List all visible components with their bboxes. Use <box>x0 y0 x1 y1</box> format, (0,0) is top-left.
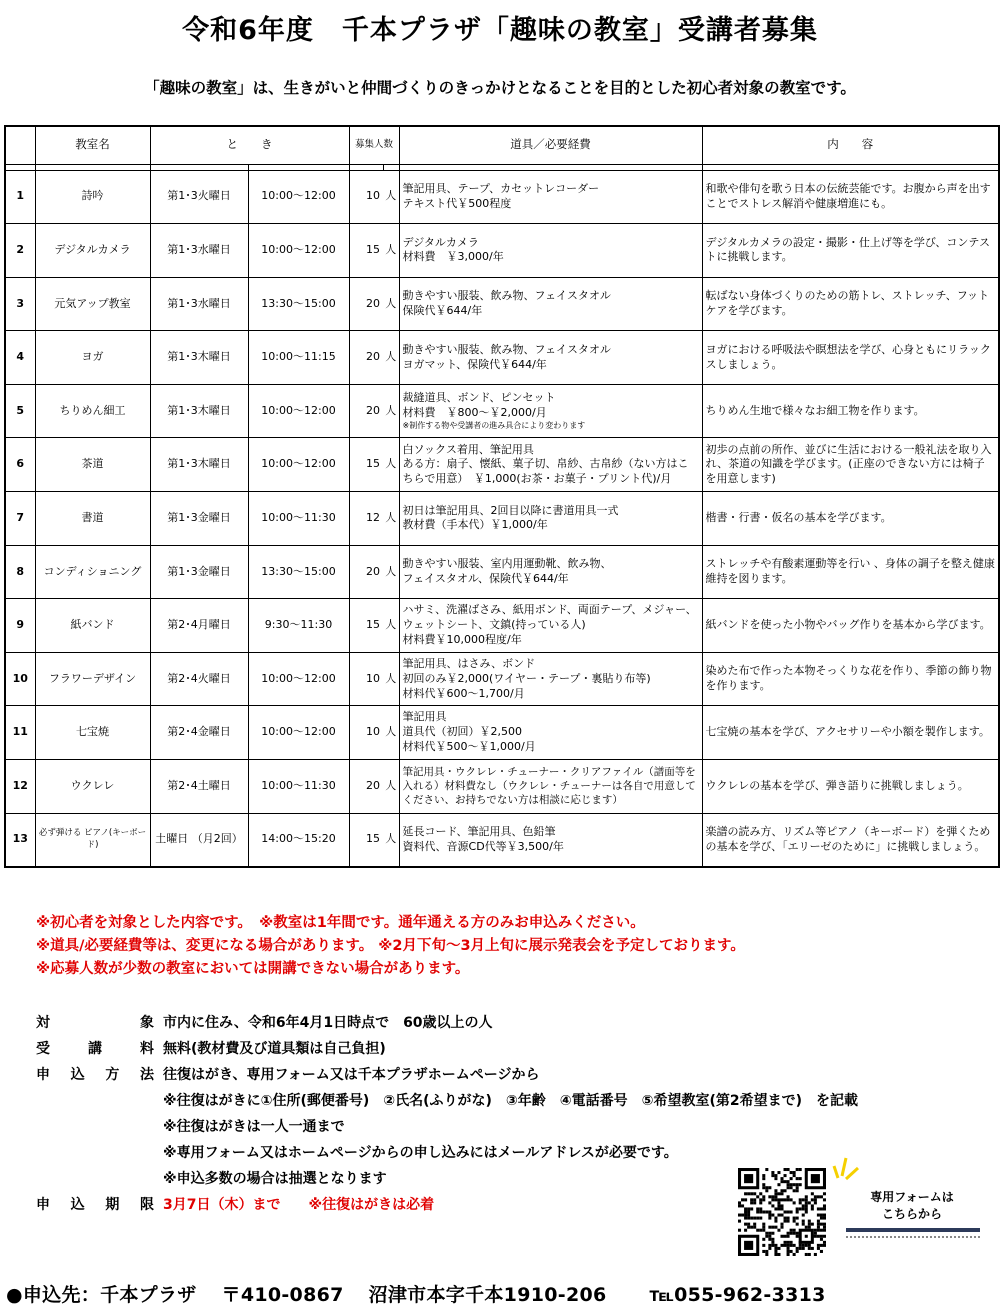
course-name: 紙バンド <box>35 599 150 653</box>
row-number: 8 <box>5 545 35 599</box>
course-name: 書道 <box>35 492 150 546</box>
capacity-unit: 人 <box>383 492 399 546</box>
course-day: 第1･3木曜日 <box>150 331 248 385</box>
course-day: 土曜日 （月2回） <box>150 813 248 867</box>
course-description: 転ばない身体づくりのための筋トレ、ストレッチ、フットケアを学びます。 <box>702 277 999 331</box>
tools-line: 材料代￥600～1,700/月 <box>402 686 525 700</box>
capacity-unit: 人 <box>383 652 399 706</box>
header-name: 教室名 <box>35 126 150 164</box>
course-capacity: 15 <box>349 599 383 653</box>
row-number: 2 <box>5 224 35 278</box>
course-name: ちりめん細工 <box>35 384 150 438</box>
header-tools: 道具／必要経費 <box>399 126 702 164</box>
capacity-unit: 人 <box>383 170 399 224</box>
course-time: 10:00～12:00 <box>248 652 349 706</box>
note-line: ※初心者を対象とした内容です。 ※教室は1年間です。通年通える方のみお申込みください。 <box>36 915 645 931</box>
course-name: デジタルカメラ <box>35 224 150 278</box>
row-number: 3 <box>5 277 35 331</box>
deadline-label: 申 込 期 限 <box>36 1197 154 1213</box>
course-day: 第2･4火曜日 <box>150 652 248 706</box>
capacity-unit: 人 <box>383 277 399 331</box>
course-time: 10:00～11:30 <box>248 492 349 546</box>
tools-line: 材料費 ￥3,000/年 <box>402 250 504 264</box>
tools-line: デジタルカメラ <box>402 235 479 249</box>
course-time: 10:00～11:30 <box>248 760 349 814</box>
course-description: 和歌や俳句を歌う日本の伝統芸能です。お腹から声を出すことでストレス解消や健康増進にも。 <box>702 170 999 224</box>
table-row <box>5 224 999 278</box>
course-capacity: 15 <box>349 438 383 492</box>
course-tools <box>399 706 702 760</box>
course-time: 10:00～12:00 <box>248 170 349 224</box>
course-capacity: 20 <box>349 277 383 331</box>
tools-line: 保険代￥644/年 <box>402 303 483 317</box>
course-name: 必ず弾ける ピアノ(キーボード) <box>35 813 150 867</box>
course-tools <box>399 277 702 331</box>
footer-contact-name: ●申込先：千本プラザ <box>6 1284 197 1306</box>
application-info <box>36 1010 986 1218</box>
course-name: ヨガ <box>35 331 150 385</box>
course-day: 第1･3金曜日 <box>150 492 248 546</box>
course-tools <box>399 438 702 492</box>
row-number: 1 <box>5 170 35 224</box>
tools-line: 動きやすい服装、飲み物、フェイスタオル <box>402 342 611 356</box>
method-note: ※申込多数の場合は抽選となります <box>163 1171 387 1187</box>
tools-line: 筆記用具、テープ、カセットレコーダー <box>402 181 600 195</box>
tools-line: 材料代￥500～￥1,000/月 <box>402 740 536 754</box>
course-name: 詩吟 <box>35 170 150 224</box>
course-time: 10:00～12:00 <box>248 438 349 492</box>
course-name: コンディショニング <box>35 545 150 599</box>
tools-line: 動きやすい服装、飲み物、フェイスタオル <box>402 289 611 303</box>
course-description: ストレッチや有酸素運動等を行い 、身体の調子を整え健康維持を図ります。 <box>702 545 999 599</box>
course-capacity: 20 <box>349 545 383 599</box>
tools-line: 初回のみ￥2,000(ワイヤー・テープ・裏貼り布等) <box>402 671 651 685</box>
course-day: 第2･4土曜日 <box>150 760 248 814</box>
row-number: 9 <box>5 599 35 653</box>
page-title: 令和6年度 千本プラザ「趣味の教室」受講者募集 <box>182 15 818 46</box>
target-value: 市内に住み、令和6年4月1日時点で 60歳以上の人 <box>163 1015 493 1031</box>
qr-code-icon[interactable] <box>738 1168 826 1256</box>
capacity-unit: 人 <box>383 384 399 438</box>
tools-note: ※制作する物や受講者の進み具合により変わります <box>402 420 586 430</box>
page-subtitle: 「趣味の教室」は、生きがいと仲間づくりのきっかけとなることを目的とした初心者対象の教室です。 <box>144 79 856 97</box>
form-link-label[interactable] <box>846 1186 978 1226</box>
capacity-unit: 人 <box>383 706 399 760</box>
note-line: ※応募人数が少数の教室においては開講できない場合があります。 <box>36 961 470 977</box>
course-description: ヨガにおける呼吸法や瞑想法を学び、心身ともにリラックスしましょう。 <box>702 331 999 385</box>
tools-line: 材料費￥10,000程度/年 <box>402 632 522 646</box>
course-time: 13:30～15:00 <box>248 545 349 599</box>
capacity-unit: 人 <box>383 760 399 814</box>
footer-postal: 〒410-0867 <box>221 1284 344 1306</box>
course-tools <box>399 545 702 599</box>
course-tools <box>399 492 702 546</box>
tools-line: ハサミ、洗濯ばさみ、紙用ボンド、両面テープ、メジャー、ウェットシート、文鎮(持っている人) <box>402 603 697 632</box>
form-link-line2: こちらから <box>881 1207 942 1221</box>
tools-line: 初日は筆記用具、2回目以降に書道用具一式 <box>402 503 619 517</box>
course-day: 第2･4金曜日 <box>150 706 248 760</box>
form-link-underline <box>846 1228 980 1232</box>
table-row <box>5 545 999 599</box>
form-link-line1: 専用フォームは <box>870 1190 954 1204</box>
course-tools <box>399 224 702 278</box>
course-day: 第1･3木曜日 <box>150 384 248 438</box>
note-line: ※道具/必要経費等は、変更になる場合があります。 ※2月下旬～3月上旬に展示発表会を予定しております。 <box>36 938 745 954</box>
tools-line: テキスト代￥500程度 <box>402 196 512 210</box>
course-tools <box>399 599 702 653</box>
capacity-unit: 人 <box>383 545 399 599</box>
form-link-dots <box>846 1236 980 1238</box>
course-time: 14:00～15:20 <box>248 813 349 867</box>
tools-line: 動きやすい服装、室内用運動靴、飲み物、 <box>402 557 612 571</box>
course-capacity: 20 <box>349 384 383 438</box>
course-tools <box>399 652 702 706</box>
course-name: ウクレレ <box>35 760 150 814</box>
tools-line: 延長コード、筆記用具、色鉛筆 <box>402 824 556 838</box>
tools-line: 筆記用具、はさみ、ボンド <box>402 656 536 670</box>
course-time: 13:30～15:00 <box>248 277 349 331</box>
course-day: 第2･4月曜日 <box>150 599 248 653</box>
tools-line: 道具代（初回）￥2,500 <box>402 725 523 739</box>
course-tools <box>399 760 702 814</box>
tools-line: 資料代、音源CD代等￥3,500/年 <box>402 839 564 853</box>
course-tools <box>399 813 702 867</box>
tools-line: ヨガマット、保険代￥644/年 <box>402 357 547 371</box>
course-description: 紙バンドを使った小物やバッグ作りを基本から学びます。 <box>702 599 999 653</box>
course-capacity: 20 <box>349 331 383 385</box>
table-row <box>5 706 999 760</box>
tools-line: 材料費 ￥800～￥2,000/月 <box>402 405 547 419</box>
tools-line: フェイスタオル、保険代￥644/年 <box>402 571 569 585</box>
sparkle-icon <box>832 1152 862 1182</box>
tools-line: 白ソックス着用、筆記用具 <box>402 442 534 456</box>
course-description: ウクレレの基本を学び、弾き語りに挑戦しましょう。 <box>702 760 999 814</box>
course-capacity: 10 <box>349 652 383 706</box>
course-description: 七宝焼の基本を学び、アクセサリーや小額を製作します。 <box>702 706 999 760</box>
row-number: 7 <box>5 492 35 546</box>
tools-line: 筆記用具 <box>402 710 447 724</box>
course-time: 10:00～12:00 <box>248 384 349 438</box>
header-when: と き <box>150 126 349 164</box>
row-number: 10 <box>5 652 35 706</box>
footer-address: 沼津市本字千本1910-206 <box>368 1284 607 1306</box>
course-day: 第1･3水曜日 <box>150 224 248 278</box>
table-row <box>5 170 999 224</box>
capacity-unit: 人 <box>383 438 399 492</box>
table-row <box>5 384 999 438</box>
course-time: 10:00～12:00 <box>248 706 349 760</box>
course-day: 第1･3水曜日 <box>150 277 248 331</box>
method-label: 申 込 方 法 <box>36 1067 154 1083</box>
row-number: 13 <box>5 813 35 867</box>
footer-phone: ℡055-962-3313 <box>649 1284 826 1306</box>
header-capacity: 募集人数 <box>349 126 399 164</box>
course-description: 初歩の点前の所作、並びに生活における一般礼法を取り入れ、茶道の知識を学びます。(正座のできない方には椅子を用意します) <box>702 438 999 492</box>
capacity-unit: 人 <box>383 813 399 867</box>
table-row <box>5 438 999 492</box>
table-row <box>5 277 999 331</box>
method-note: ※往復はがきに①住所(郵便番号) ②氏名(ふりがな) ③年齢 ④電話番号 ⑤希望教室(第2希望まで) を記載 <box>163 1093 859 1109</box>
course-capacity: 10 <box>349 170 383 224</box>
course-day: 第1･3火曜日 <box>150 170 248 224</box>
course-description: 染めた布で作った本物そっくりな花を作り、季節の飾り物を作ります。 <box>702 652 999 706</box>
table-row <box>5 652 999 706</box>
course-capacity: 12 <box>349 492 383 546</box>
fee-label: 受 講 料 <box>36 1041 154 1057</box>
course-name: 元気アップ教室 <box>35 277 150 331</box>
deadline-value: 3月7日（木）まで ※往復はがきは必着 <box>163 1197 435 1213</box>
course-tools <box>399 384 702 438</box>
row-number: 4 <box>5 331 35 385</box>
tools-line: 筆記用具・ウクレレ・チューナー・クリアファイル（譜面等を入れる）材料費なし（ウクレレ・チューナーは各自で用意してください、お持ちでない方は相談に応じます） <box>402 766 696 807</box>
tools-line: ある方：扇子、懐紙、菓子切、帛紗、古帛紗（ない方はこちらで用意） ￥1,000(お茶・お菓子・プリント代)/月 <box>402 457 689 486</box>
tools-line: 裁縫道具、ボンド、ピンセット <box>402 390 556 404</box>
fee-value: 無料(教材費及び道具類は自己負担) <box>163 1041 386 1057</box>
notes-block <box>36 912 986 981</box>
course-time: 9:30～11:30 <box>248 599 349 653</box>
course-capacity: 10 <box>349 706 383 760</box>
capacity-unit: 人 <box>383 224 399 278</box>
row-number: 11 <box>5 706 35 760</box>
table-row <box>5 599 999 653</box>
header-content: 内 容 <box>702 126 999 164</box>
course-capacity: 15 <box>349 813 383 867</box>
row-number: 5 <box>5 384 35 438</box>
capacity-unit: 人 <box>383 599 399 653</box>
course-description: 楽譜の読み方、リズム等ピアノ（キーボード）を弾くための基本を学び、「エリーゼのために」に挑戦しましょう。 <box>702 813 999 867</box>
tools-line: 教材費（手本代）￥1,000/年 <box>402 518 548 532</box>
course-name: 七宝焼 <box>35 706 150 760</box>
method-note: ※専用フォーム又はホームページからの申し込みにはメールアドレスが必要です。 <box>163 1145 678 1161</box>
course-name: 茶道 <box>35 438 150 492</box>
target-label: 対 象 <box>36 1015 154 1031</box>
table-row <box>5 331 999 385</box>
course-tools <box>399 170 702 224</box>
course-capacity: 20 <box>349 760 383 814</box>
table-row <box>5 760 999 814</box>
course-day: 第1･3木曜日 <box>150 438 248 492</box>
course-capacity: 15 <box>349 224 383 278</box>
course-day: 第1･3金曜日 <box>150 545 248 599</box>
course-description: ちりめん生地で様々なお細工物を作ります。 <box>702 384 999 438</box>
footer-contact <box>6 1280 996 1307</box>
method-note: ※往復はがきは一人一通まで <box>163 1119 345 1135</box>
course-tools <box>399 331 702 385</box>
table-row <box>5 492 999 546</box>
table-row <box>5 813 999 867</box>
row-number: 6 <box>5 438 35 492</box>
course-table <box>4 125 1000 868</box>
course-description: デジタルカメラの設定・撮影・仕上げ等を学び、コンテストに挑戦します。 <box>702 224 999 278</box>
course-time: 10:00～12:00 <box>248 224 349 278</box>
method-value: 往復はがき、専用フォーム又は千本プラザホームページから <box>163 1067 540 1083</box>
course-description: 楷書・行書・仮名の基本を学びます。 <box>702 492 999 546</box>
capacity-unit: 人 <box>383 331 399 385</box>
row-number: 12 <box>5 760 35 814</box>
course-time: 10:00～11:15 <box>248 331 349 385</box>
header-no <box>5 126 35 164</box>
course-name: フラワーデザイン <box>35 652 150 706</box>
